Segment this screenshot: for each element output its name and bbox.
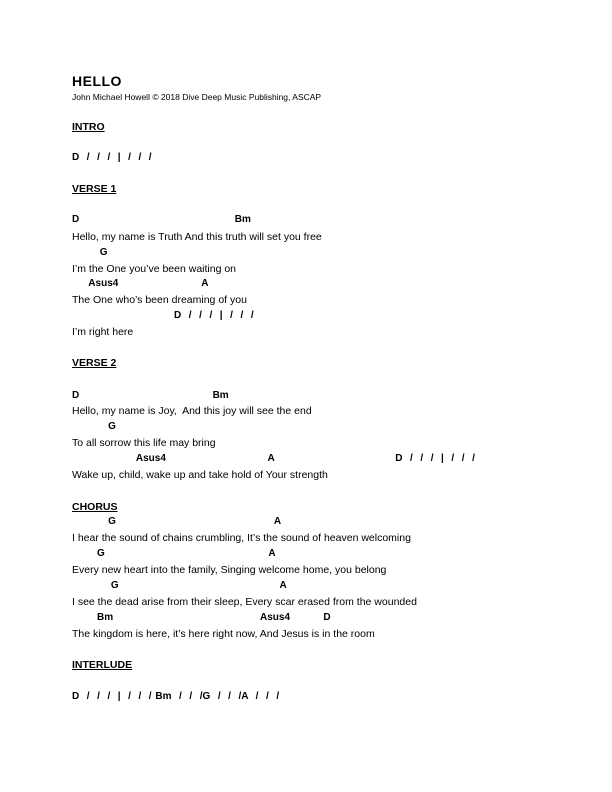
interlude-heading: INTERLUDE [72,659,133,671]
chorus-heading: CHORUS [72,501,118,513]
intro-heading: INTRO [72,121,105,133]
chorus-chords-3: G A [72,580,287,591]
chorus-chords-4: Bm Asus4 D [72,612,331,623]
song-title: HELLO [72,73,122,89]
chorus-lyric-2: Every new heart into the family, Singing welcome home, you belong [72,564,387,576]
verse2-lyric-2: To all sorrow this life may bring [72,437,216,449]
verse2-lyric-1: Hello, my name is Joy, And this joy will see the end [72,405,312,417]
verse1-heading: VERSE 1 [72,183,117,195]
verse2-chords-2: G [72,421,116,432]
song-credit: John Michael Howell © 2018 Dive Deep Music Publishing, ASCAP [72,92,322,102]
verse1-chords-4: D / / / | / / / [72,310,254,321]
verse1-lyric-2: I’m the One you’ve been waiting on [72,263,237,275]
intro-progression: D / / / | / / / [72,152,152,163]
chorus-lyric-4: The kingdom is here, it’s here right now, And Jesus is in the room [72,628,375,640]
verse2-chords-1: D Bm [72,390,229,401]
verse1-lyric-4: I’m right here [72,326,134,338]
chorus-chords-1: G A [72,516,282,527]
verse2-chords-3: Asus4 A D / / / | / / / [72,453,475,464]
verse1-chords-3: Asus4 A [72,278,209,289]
verse1-chords-2: G [72,247,108,258]
verse1-lyric-1: Hello, my name is Truth And this truth will set you free [72,231,322,243]
chorus-chords-2: G A [72,548,276,559]
verse1-chords-1: D Bm [72,214,251,225]
verse2-lyric-3: Wake up, child, wake up and take hold of Your strength [72,469,328,481]
interlude-progression: D / / / | / / / Bm / / /G / / /A / / / [72,691,280,702]
verse2-heading: VERSE 2 [72,357,117,369]
chorus-lyric-1: I hear the sound of chains crumbling, It’s the sound of heaven welcoming [72,532,411,544]
chorus-lyric-3: I see the dead arise from their sleep, Every scar erased from the wounded [72,596,417,608]
verse1-lyric-3: The One who’s been dreaming of you [72,294,247,306]
